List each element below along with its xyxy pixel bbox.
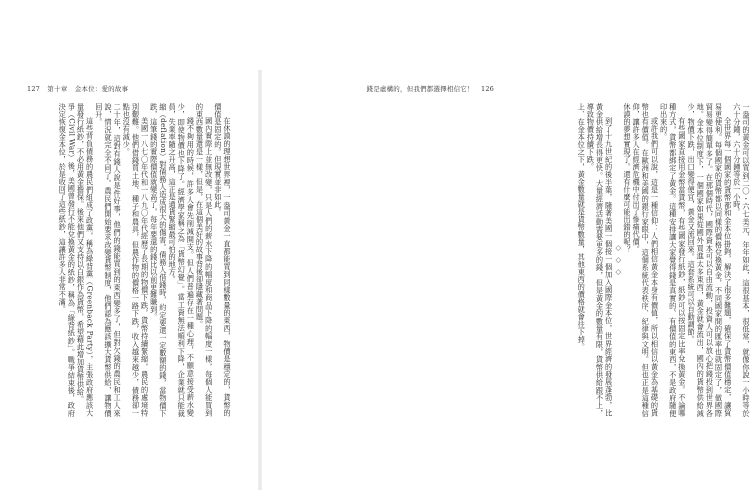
left-paragraph: 爭（Civil War）後，美國曾發行不能兌換黃金的紙鈔，稱為「綠背紙鈔」。戰爭結束後，政府決定恢復金本位，於是收回了這些紙鈔，這讓許多人非常不滿。 — [58, 103, 77, 417]
left-chapter-title: 金本位：愛的故事 — [74, 85, 129, 93]
left-page — [0, 0, 260, 500]
right-paragraph: 一盎司的黃金可以買到二〇・六七美元，年年如此，這很基本，很低常，就像你說一小時等於六十分鐘，六十分鐘等於一小時。 — [732, 103, 751, 417]
left-page-header — [27, 84, 128, 93]
left-paragraph: 這些背負債務的農民們組成了政黨，稱為綠背黨（Greenback Party），主張政府應該大量發行紙鈔，不必用黃金擔保。後來他們又支持以白銀作為貨幣，希望藉此增加貨幣供給。 — [76, 103, 95, 417]
right-page-header — [367, 84, 495, 93]
right-paragraph: 或許我們可以說，這是一種信仰：人們相信黃金本身有價值，所以相信以黃金為基礎的貨幣也有價值。在歐洲和美國的銀行家眼中，這個系統代表秩序、紀律與文明。但也正是這種信仰，讓許多人在經濟危機中付出了慘痛代價。 — [632, 103, 660, 417]
left-paragraph: 縮（deflation）對債務人造成很大的傷害。債務人借錢時，約定要還一定數額的錢，當物價下跌，這筆錢的實際價值就變高了，每年要還的錢比以前更難賺到。 — [149, 103, 168, 417]
left-chapter-label: 第十章 — [47, 85, 68, 93]
left-paragraph: 國內實際上並無改變，只是人們的薪水下降的幅度和商品下降的幅度一樣，每個人能買到的東西數量還是一樣，但是，在這個美好的故事背後卻隱藏著問題。 — [195, 103, 214, 417]
left-page-number: 127 — [27, 85, 41, 93]
right-paragraph: 休謨的夢想實現了。還有什麼可能出錯的呢？ — [622, 103, 632, 253]
left-page-body — [28, 103, 232, 417]
right-page-number: 126 — [480, 85, 494, 93]
left-paragraph: 二十年，這對有錢人說是件好事，他們的錢能買到的東西變多了，但對欠錢的農民和工人來說，情況就完全不同了。農民們開始要求改變貨幣制度，他們認為應該擴大貨幣供給，讓物價回升。 — [94, 103, 123, 417]
right-paragraph: 有些國家直接用金幣當貨幣，有些國家發行紙鈔，紙鈔可以按固定比率兌換黃金。不論哪種方式，貨幣都綁定了黃金。這種安排讓大家覺得錢是真實的、有價值的東西，不是政府隨便印出來的。 — [659, 103, 687, 417]
right-page-body — [544, 103, 751, 417]
section-break-ornament: ◇ ◇ ◇ — [613, 243, 623, 277]
right-paragraph: 到了十九世紀的後半葉，隨著美國一個接一個加入國際金本位，世界經濟的發展蓬勃，比黃金供給增長得更快。大量經濟活動需要更多的錢，但是黃金的數量有限，貨幣供給跟不上，導致物價持續下跌。 — [586, 103, 614, 417]
right-paragraph: 上、在金本位之下，黃金數量就是貨幣數量，其他東西的價格就會往下掉。 — [577, 103, 587, 351]
right-page — [260, 0, 751, 500]
right-paragraph: 全世界每一個國家的貨幣都和金本位掛鉤，解決了很多難題，確保了貨幣價值穩定，讓貿易更便利。每個國家的貨幣都以同樣的價格兌換黃金，不同國家間的匯率也就固定了，做國際貿易變得簡單多了。在那個時代，國際資本可以自由流動，投資人可以放心把錢投到世界各地。金本位制度下，一個國家如果從國外買進太多東西，黃金就會流出，國內的貨幣供給減少，物價下跌，出口變得便宜，黃金又流回來。這套系統可以自動調節。 — [687, 103, 733, 417]
left-paragraph: 美國一八七〇年代和一八九〇年代經歷了長期的物價下跌，貨幣持續緊縮，農民的處境特別艱難。他們借錢買土地、種子和農具，但農作物的價格一路下跌，收入越來越少，債務卻一點也沒有減少。 — [122, 103, 150, 417]
left-paragraph: 在休謨的理想世界裡，一盎司黃金一直都能買到同樣數量的東西，物價是穩定的，貨幣的價值是固定的。但現實並非如此。 — [213, 103, 232, 417]
left-paragraph: 錢不夠用的時候，許多人會先削減開支。但人們普遍存在一種心理，不願意接受薪水變少，即使物價也下降了。經濟學家稱之為「貨幣幻覺」。當工資無法順利下降，企業就只能裁員，失業率隨之升高，這正是通貨緊縮最可怕的地方。 — [168, 103, 196, 417]
right-running-title: 錢是虛構的，但我們都選擇相信它！ — [366, 85, 474, 93]
